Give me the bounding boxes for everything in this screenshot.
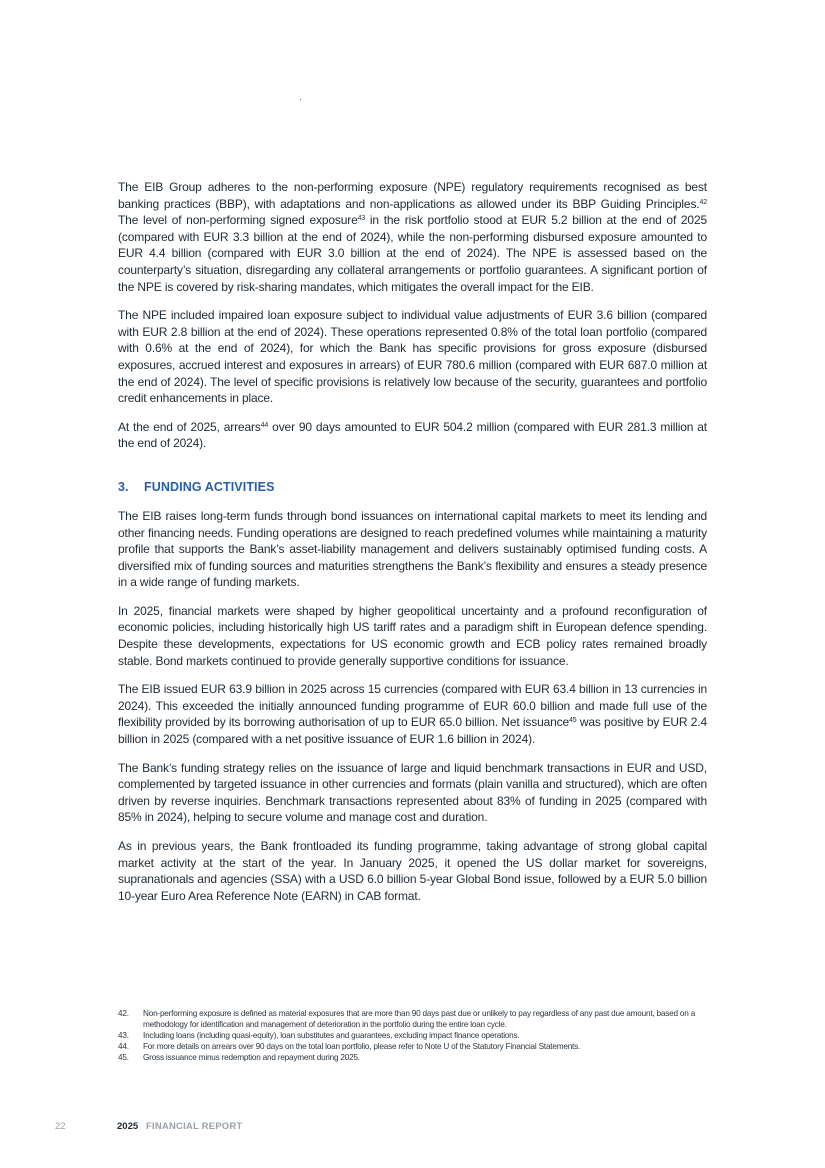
paragraph-text: The level of non-performing signed exposure	[118, 213, 358, 228]
section-number: 3.	[118, 479, 129, 494]
section-heading	[118, 480, 707, 494]
main-content	[118, 179, 707, 916]
footnote-text: For more details on arrears over 90 days on the total loan portfolio, please refer to Note U of the Statutory Financial Statements.	[143, 1042, 581, 1051]
paragraph-text: As in previous years, the Bank frontloaded its funding programme, taking advantage of strong global capital market activity at the start of the year. In January 2025, it opened the US dollar market for sovereigns, supranationals and agencies (SSA) with a USD 6.0 billion 5-year Global Bond issue, followed by a EUR 5.0 billion 10-year Euro Area Reference Note (EARN) in CAB format.	[118, 839, 707, 903]
paragraph	[118, 681, 707, 747]
paragraph	[118, 419, 707, 452]
footnote-text: Including loans (including quasi-equity), loan substitutes and guarantees, excluding impact finance operations.	[143, 1031, 520, 1040]
paragraph-text: over 90 days amounted to EUR 504.2 million (compared with EUR 281.3 million at the end of 2024).	[118, 419, 707, 451]
footnote-reference: 44	[260, 421, 269, 429]
paragraph-text: The EIB issued EUR 63.9 billion in 2025 across 15 currencies (compared with EUR 63.4 billion in 13 currencies in 2024). This exceeded the initially announced funding programme of EUR 60.0 billion and made full use of the flexibility provided by its borrowing authorisation of up to EUR 65.0 billion. Net issuance	[118, 682, 707, 730]
section-title: FUNDING ACTIVITIES	[144, 479, 275, 494]
paragraph	[118, 603, 707, 669]
paragraph	[118, 838, 707, 904]
footnotes	[118, 1008, 708, 1063]
footnote-reference: 45	[569, 717, 577, 725]
paragraph	[118, 508, 707, 591]
paragraph-text: was positive by EUR 2.4 billion in 2025 (compared with a net positive issuance of EUR 1.6 billion in 2024).	[118, 715, 707, 747]
paragraph-text: in the risk portfolio stood at EUR 5.2 billion at the end of 2025 (compared with EUR 3.3 billion at the end of 2024), while the non-performing disbursed exposure amounted to EUR 4.4 billion (compared with EUR 3.0 billion at the end of 2024). The NPE is assessed based on the counterparty’s situation, disregarding any collateral arrangements or portfolio guarantees. A significant portion of the NPE is covered by risk-sharing mandates, which mitigates the overall impact for the EIB.	[118, 213, 708, 294]
footnote-number: 43.	[118, 1031, 129, 1040]
footnote-text: Non-performing exposure is defined as material exposures that are more than 90 days past due or unlikely to pay regardless of any past due amount, based on a methodology for identification and management of deterioration in the portfolio during the entire loan cycle.	[143, 1009, 696, 1029]
paragraph-text: The EIB raises long-term funds through bond issuances on international capital markets to meet its lending and other financing needs. Funding operations are designed to reach predefined volumes while maintaining a maturity profile that supports the Bank’s asset-liability management and delivers sustainably optimised funding costs. A diversified mix of funding sources and maturities strengthens the Bank’s flexibility and ensures a steady presence in a wide range of funding markets.	[118, 508, 707, 590]
footnote	[118, 1030, 708, 1041]
footnote	[118, 1041, 708, 1052]
paragraph-text: The EIB Group adheres to the non-performing exposure (NPE) regulatory requirements recognised as best banking practices (BBP), with adaptations and non-applications as allowed under its BBP Guiding Principles.	[118, 180, 707, 211]
footnote-number: 42.	[118, 1009, 129, 1018]
paragraph-text: The NPE included impaired loan exposure subject to individual value adjustments of EUR 3.6 billion (compared with EUR 2.8 billion at the end of 2024). These operations represented 0.8% of the total loan portfolio (compared with 0.6% at the end of 2024), for which the Bank has specific provisions for gross exposure (disbursed exposures, accrued interest and exposures in arrears) of EUR 780.6 million (compared with EUR 687.0 million at the end of 2024). The level of specific provisions is relatively low because of the security, guarantees and portfolio credit enhancements in place.	[118, 308, 707, 406]
footnote	[118, 1052, 708, 1063]
paragraph-text: At the end of 2025, arrears	[118, 419, 261, 434]
footer-year: 2025	[117, 1121, 139, 1132]
footnote-number: 44.	[118, 1042, 129, 1051]
paragraph	[118, 760, 707, 826]
paragraph-text: The Bank’s funding strategy relies on the issuance of large and liquid benchmark transactions in EUR and USD, complemented by targeted issuance in other currencies and formats (plain vanilla and structured), which are often driven by reverse inquiries. Benchmark transactions represented about 83% of funding in 2025 (compared with 85% in 2024), helping to secure volume and manage cost and duration.	[118, 760, 707, 825]
footer-report-title: FINANCIAL REPORT	[146, 1121, 243, 1132]
paragraph	[118, 307, 707, 407]
paragraph	[118, 179, 707, 295]
footnote-reference: 42	[699, 198, 707, 206]
paragraphs-top	[118, 179, 707, 452]
paragraphs-bottom	[118, 508, 707, 904]
footnote-number: 45.	[118, 1053, 129, 1062]
paragraph-text: In 2025, financial markets were shaped by higher geopolitical uncertainty and a profound reconfiguration of economic policies, including historically high US tariff rates and a paradigm shift in European defence spending. Despite these developments, expectations for US economic growth and ECB policy rates remained broadly stable. Bond markets continued to provide generally supportive conditions for issuance.	[118, 603, 707, 668]
footnote-reference: 43	[357, 215, 366, 223]
footnote-text: Gross issuance minus redemption and repayment during 2025.	[143, 1053, 360, 1062]
page-number: 22	[55, 1121, 66, 1132]
stray-dot	[300, 99, 301, 100]
footnote	[118, 1008, 708, 1030]
